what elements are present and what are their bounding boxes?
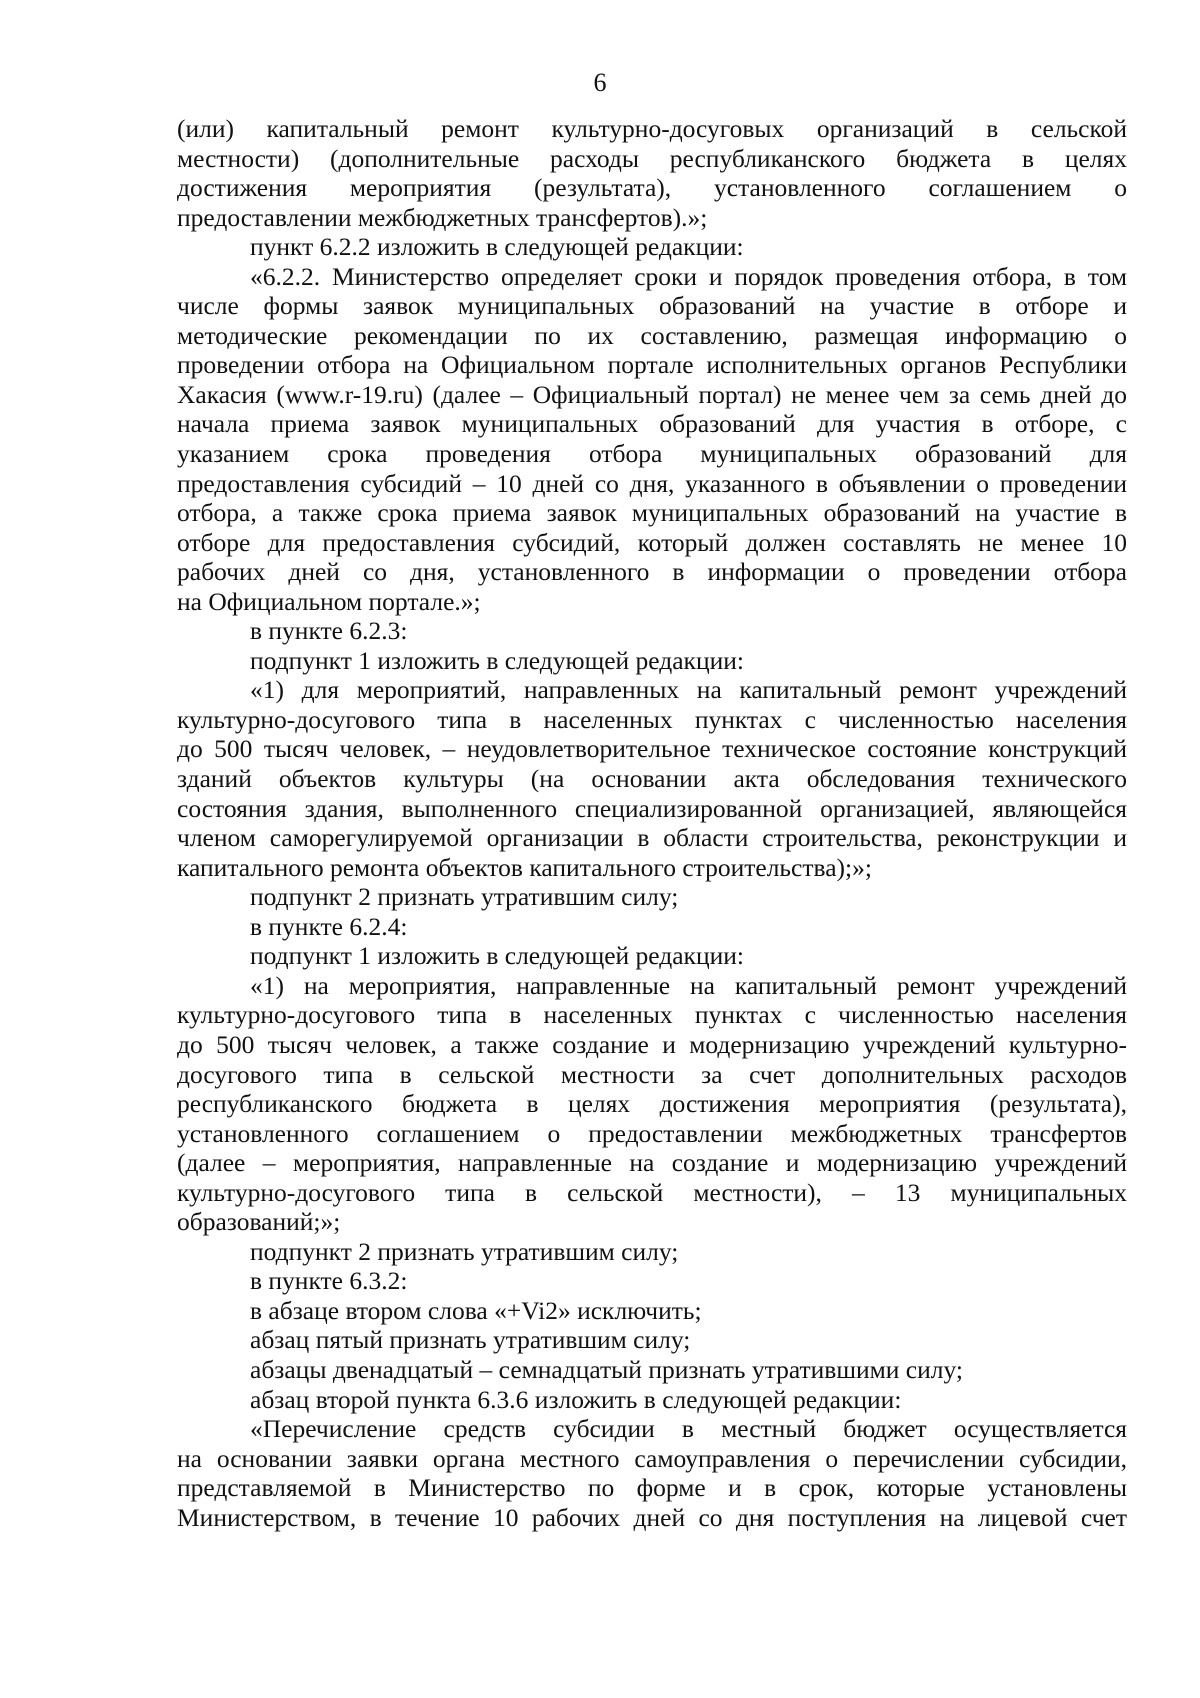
text-line: установленного соглашением о предоставлении межбюджетных трансфертов (177, 1118, 1127, 1148)
text-line: культурно-досугового типа в населенных пунктах с численностью населения (177, 704, 1127, 734)
text-line: на Официальном портале.»; (177, 586, 481, 616)
paragraph (177, 912, 1127, 942)
paragraph (177, 882, 1127, 912)
text-line: указанием срока проведения отбора муниципальных образований для (177, 439, 1127, 469)
paragraph (177, 262, 1127, 617)
text-line: «Перечисление средств субсидии в местный бюджет осуществляется (250, 1414, 1127, 1444)
paragraph (177, 971, 1127, 1237)
text-line: абзацы двенадцатый – семнадцатый признать утратившими силу; (250, 1354, 963, 1384)
text-line: представляемой в Министерство по форме и в срок, которые установлены (177, 1473, 1127, 1503)
text-line: состояния здания, выполненного специализированной организацией, являющейся (177, 793, 1127, 823)
text-line: членом саморегулируемой организации в области строительства, реконструкции и (177, 823, 1127, 853)
text-line: методические рекомендации по их составлению, размещая информацию о (177, 320, 1127, 350)
page-number: 6 (593, 68, 607, 97)
paragraph (177, 1296, 1127, 1326)
text-line: отбора, а также срока приема заявок муниципальных образований на участие в (177, 498, 1127, 528)
paragraph (177, 232, 1127, 262)
text-line: предоставлении межбюджетных трансфертов).»; (177, 202, 708, 232)
document-body (177, 114, 1127, 1532)
text-line: пункт 6.2.2 изложить в следующей редакции: (250, 232, 744, 262)
text-line: «1) для мероприятий, направленных на капитальный ремонт учреждений (250, 675, 1127, 705)
text-line: предоставления субсидий – 10 дней со дня, указанного в объявлении о проведении (177, 468, 1127, 498)
paragraph (177, 1266, 1127, 1296)
paragraph (177, 1237, 1127, 1267)
text-line: отборе для предоставления субсидий, который должен составлять не менее 10 (177, 527, 1127, 557)
text-line: достижения мероприятия (результата), установленного соглашением о (177, 173, 1127, 203)
paragraph (177, 941, 1127, 971)
text-line: до 500 тысяч человек, а также создание и модернизацию учреждений культурно- (177, 1029, 1127, 1059)
paragraph (177, 1414, 1127, 1532)
text-line: «6.2.2. Министерство определяет сроки и порядок проведения отбора, в том (250, 261, 1127, 291)
paragraph (177, 1325, 1127, 1355)
text-line: в пункте 6.2.3: (250, 616, 408, 646)
text-line: республиканского бюджета в целях достижения мероприятия (результата), (177, 1089, 1127, 1119)
text-line: начала приема заявок муниципальных образований для участия в отборе, с (177, 409, 1127, 439)
text-line: проведении отбора на Официальном портале исполнительных органов Республики (177, 350, 1127, 380)
text-line: в пункте 6.3.2: (250, 1266, 408, 1296)
paragraph (177, 1355, 1127, 1385)
text-line: подпункт 1 изложить в следующей редакции: (250, 645, 744, 675)
text-line: Хакасия (www.r-19.ru) (далее – Официальный портал) не менее чем за семь дней до (177, 379, 1127, 409)
text-line: Министерством, в течение 10 рабочих дней со дня поступления на лицевой счет (177, 1502, 1127, 1532)
text-line: подпункт 2 признать утратившим силу; (250, 882, 679, 912)
text-line: местности) (дополнительные расходы республиканского бюджета в целях (177, 143, 1127, 173)
text-line: на основании заявки органа местного самоуправления о перечислении субсидии, (177, 1443, 1127, 1473)
text-line: «1) на мероприятия, направленные на капитальный ремонт учреждений (250, 970, 1127, 1000)
text-line: в абзаце втором слова «+Vi2» исключить; (250, 1295, 702, 1325)
text-line: до 500 тысяч человек, – неудовлетворительное техническое состояние конструкций (177, 734, 1127, 764)
paragraph (177, 675, 1127, 882)
text-line: подпункт 1 изложить в следующей редакции: (250, 941, 744, 971)
text-line: зданий объектов культуры (на основании акта обследования технического (177, 764, 1127, 794)
text-line: числе формы заявок муниципальных образований на участие в отборе и (177, 291, 1127, 321)
text-line: культурно-досугового типа в сельской местности), – 13 муниципальных (177, 1177, 1127, 1207)
paragraph (177, 646, 1127, 676)
text-line: (или) капитальный ремонт культурно-досуговых организаций в сельской (177, 114, 1127, 143)
text-line: абзац второй пункта 6.3.6 изложить в следующей редакции: (250, 1384, 902, 1414)
paragraph (177, 1385, 1127, 1415)
text-line: подпункт 2 признать утратившим силу; (250, 1236, 679, 1266)
text-line: культурно-досугового типа в населенных пунктах с численностью населения (177, 1000, 1127, 1030)
text-line: (далее – мероприятия, направленные на создание и модернизацию учреждений (177, 1148, 1127, 1178)
paragraph (177, 616, 1127, 646)
text-line: досугового типа в сельской местности за счет дополнительных расходов (177, 1059, 1127, 1089)
text-line: абзац пятый признать утратившим силу; (250, 1325, 691, 1355)
text-line: рабочих дней со дня, установленного в информации о проведении отбора (177, 557, 1127, 587)
text-line: образований;»; (177, 1207, 341, 1237)
text-line: в пункте 6.2.4: (250, 911, 408, 941)
paragraph (177, 114, 1127, 232)
text-line: капитального ремонта объектов капитального строительства);»; (177, 852, 872, 882)
